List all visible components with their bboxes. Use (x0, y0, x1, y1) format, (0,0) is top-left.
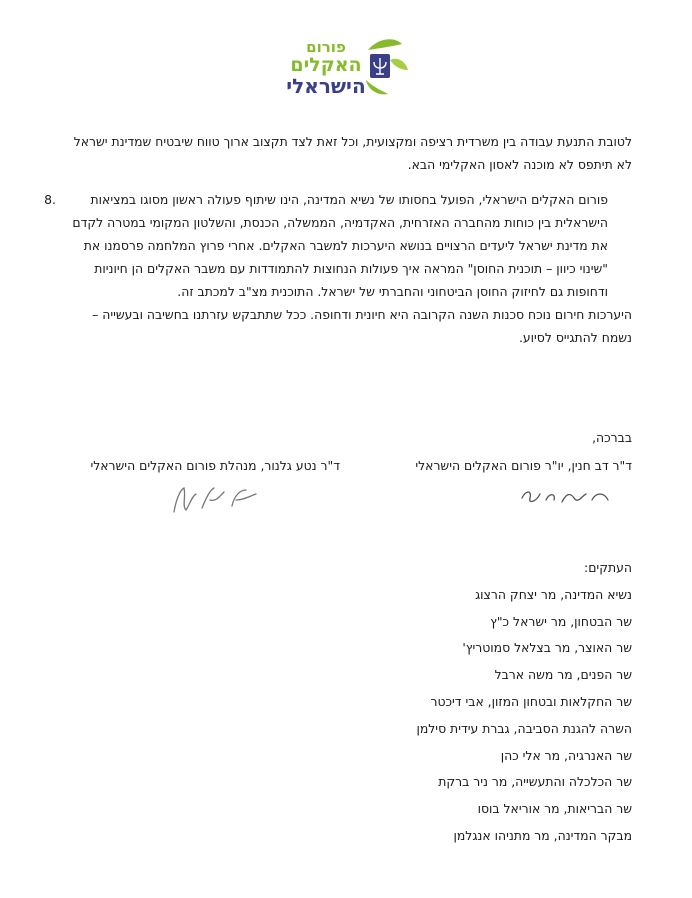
paragraph-continuation: לטובת התנעת עבודה בין משרדית רציפה ומקצועית, וכל זאת לצד תקצוב ארוך טווח שיבטיח שמדינת ישראל לא תיתפס לא מוכנה לאסון האקלימי הבא. (73, 134, 632, 172)
forum-logo (284, 36, 408, 106)
cc-item: שר הבטחון, מר ישראל כ"ץ (490, 614, 632, 629)
cc-item: שר הכלכלה והתעשייה, מר ניר ברקת (438, 774, 632, 789)
signature-1-icon (516, 482, 616, 510)
cc-item: שר האוצר, מר בצלאל סמוטריץ' (462, 640, 632, 655)
paragraph-item-8: פורום האקלים הישראלי, הפועל בחסותו של נשיא המדינה, הינו שיתוף פעולה ראשון מסוגו במציאות הישראלית בין כוחות מהחברה האזרחית, האקדמיה, הממשלה, הכנסת, והשלטון המקומי במטרה לקדם את מדינת ישראל ליעדים הרצויים בנושא היערכות למשבר האקלים. אחרי פרוץ המלחמה פרסמנו את "שינוי כיוון – תוכנית החוסן" המראה איך פעולות הנחוצות להתמודדות עם משבר האקלים הן חיוניות ודחופות גם לחיזוק החוסן הביטחוני והחברתי של ישראל. התוכנית מצ"ב למכתב זה. (72, 192, 608, 299)
signer-1-name: ד"ר דב חנין, יו"ר פורום האקלים הישראלי (415, 458, 632, 473)
signature-2-icon (166, 482, 266, 518)
logo-line-2: האקלים (290, 54, 362, 76)
logo-line-1: פורום (306, 38, 346, 56)
logo-wordmark (284, 40, 368, 96)
cc-item: השרה להגנת הסביבה, גברת עידית סילמן (416, 721, 632, 736)
cc-item: שר האנרגיה, מר אלי כהן (500, 748, 632, 763)
cc-item: שר הפנים, מר משה ארבל (494, 667, 632, 682)
cc-item: מבקר המדינה, מר מתניהו אנגלמן (453, 828, 632, 843)
paragraph-closing: היערכות חירום נוכח סכנות השנה הקרובה היא חיונית ודחופה. ככל שתתבקש עזרתנו בחשיבה ובעשייה – נשמח להתגייס לסיוע. (92, 307, 632, 345)
cc-title: העתקים: (584, 560, 632, 575)
signer-2-name: ד"ר נטע גלנור, מנהלת פורום האקלים הישראלי (90, 458, 340, 473)
greeting: בברכה, (592, 430, 632, 445)
cc-item: שר החקלאות ובטחון המזון, אבי דיכטר (430, 694, 632, 709)
logo-line-3: הישראלי (286, 74, 366, 98)
item-number: 8. (44, 192, 56, 207)
cc-item: שר הבריאות, מר אוריאל בוסו (477, 801, 632, 816)
cc-item: נשיא המדינה, מר יצחק הרצוג (475, 587, 632, 602)
menorah-emblem-icon (364, 36, 408, 96)
